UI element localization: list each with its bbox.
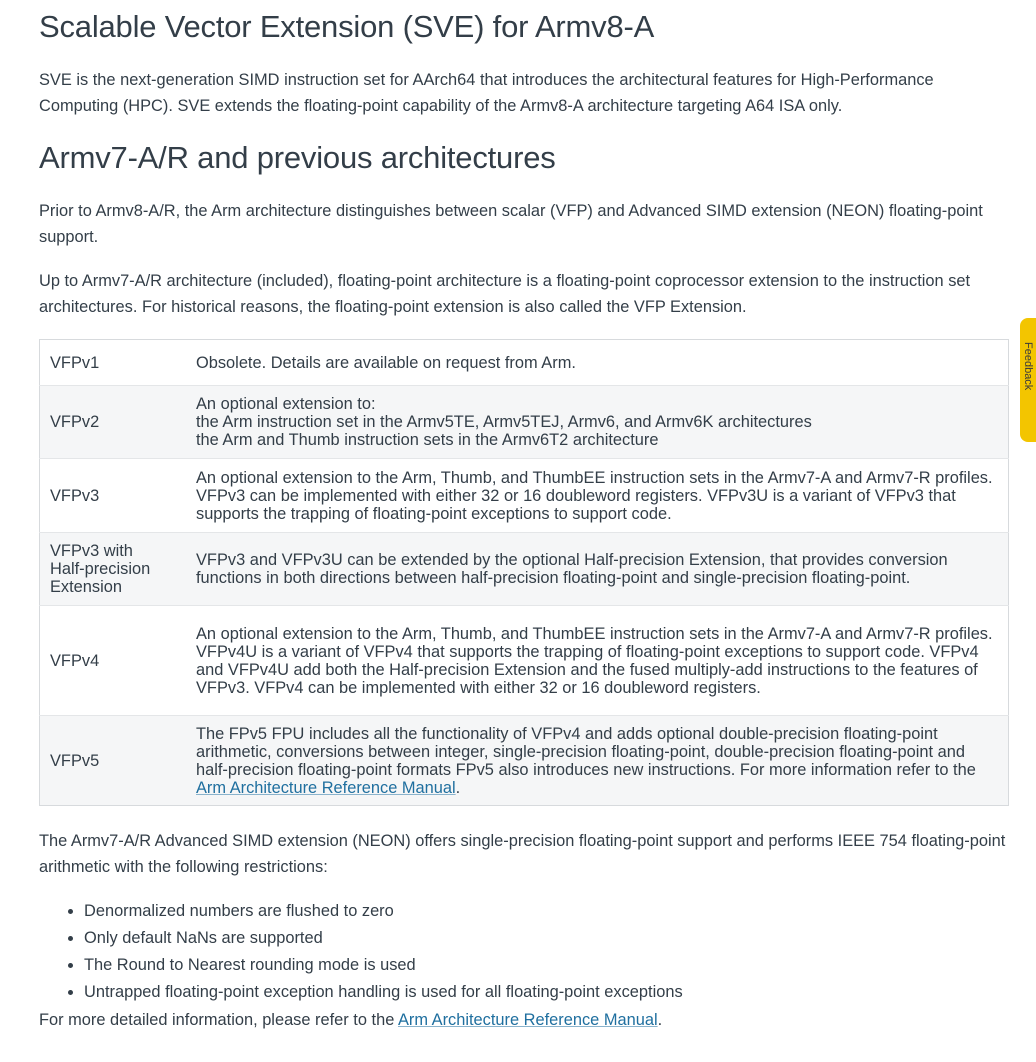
neon-restrictions-list: [39, 898, 1009, 1006]
name-line: Half-precision: [50, 560, 151, 578]
table-row: [40, 606, 1009, 716]
more-info-paragraph: [39, 1006, 1009, 1034]
armv7-heading: Armv7-A/R and previous architectures: [39, 140, 556, 175]
table-row: [40, 386, 1009, 459]
vfp-desc-cell: VFPv3 and VFPv3U can be extended by the optional Half-precision Extension, that provides conversion functions in both directions between half-precision floating-point and single-precision floating-point.: [196, 533, 1009, 606]
arm-reference-manual-link[interactable]: Arm Architecture Reference Manual: [196, 778, 456, 797]
more-info-text: For more detailed information, please refer to the: [39, 1011, 395, 1029]
vfp-desc-cell: An optional extension to the Arm, Thumb, and ThumbEE instruction sets in the Armv7-A and Armv7-R profiles. VFPv3 can be implemented with either 32 or 16 doubleword registers. VFPv3U is a variant of VFPv3 that supports the trapping of floating-point exceptions to support code.: [196, 459, 1009, 533]
vfp-desc-cell: An optional extension to the Arm, Thumb, and ThumbEE instruction sets in the Armv7-A and Armv7-R profiles. VFPv4U is a variant of VFPv4 that supports the trapping of floating-point exceptions to support code. VFPv4 and VFPv4U add both the Half-precision Extension and the fused multiply-add instructions to the features of VFPv3. VFPv4 can be implemented with either 32 or 16 doubleword registers.: [196, 606, 1009, 716]
armv7-prior-paragraph: Prior to Armv8-A/R, the Arm architecture distinguishes between scalar (VFP) and Advanced SIMD extension (NEON) floating-point support.: [39, 202, 983, 246]
article-content: [39, 0, 1009, 1034]
name-line: VFPv3 with: [50, 542, 133, 560]
vfp-name-cell: VFPv1: [50, 353, 100, 372]
neon-paragraph: The Armv7-A/R Advanced SIMD extension (NEON) offers single-precision floating-point support and performs IEEE 754 floating-point arithmetic with the following restrictions:: [39, 832, 1006, 876]
vfp-desc-cell: Obsolete. Details are available on request from Arm.: [196, 353, 576, 372]
list-item: • The Round to Nearest rounding mode is used: [84, 952, 1009, 979]
list-item: • Denormalized numbers are flushed to zero: [84, 898, 1009, 925]
vfp-desc-cell: [196, 716, 1009, 806]
vfp-name-cell: VFPv3: [40, 459, 197, 533]
table-row: [40, 340, 1009, 386]
vfp-name-cell: VFPv2: [40, 386, 197, 459]
desc-punct: .: [455, 778, 461, 797]
armv7-upto-paragraph: Up to Armv7-A/R architecture (included), floating-point architecture is a floating-point coprocessor extension to the instruction set architectures. For historical reasons, the floating-point extension is also called the VFP Extension.: [39, 272, 971, 316]
vfp-name-cell: [40, 533, 197, 606]
sve-heading: Scalable Vector Extension (SVE) for Armv8-A: [39, 9, 655, 44]
feedback-tab[interactable]: [1020, 318, 1036, 442]
feedback-label: Feedback: [1022, 342, 1034, 391]
list-item: • Untrapped floating-point exception handling is used for all floating-point exceptions: [84, 979, 1009, 1006]
sve-paragraph: SVE is the next-generation SIMD instruction set for AArch64 that introduces the architectural features for High-Performance Computing (HPC). SVE extends the floating-point capability of the Armv8-A architecture targeting A64 ISA only.: [39, 71, 934, 115]
desc-line: the Arm and Thumb instruction sets in the Armv6T2 architecture: [196, 431, 659, 449]
table-row: [40, 459, 1009, 533]
list-item: • Only default NaNs are supported: [84, 925, 1009, 952]
name-line: Extension: [50, 578, 122, 596]
more-info-punct: .: [657, 1011, 663, 1029]
desc-text: The FPv5 FPU includes all the functionality of VFPv4 and adds optional double-precision floating-point arithmetic, conversions between integer, single-precision floating-point, double-precision floating-point and half-precision floating-point formats FPv5 also introduces new instructions. For more information refer to the: [196, 724, 976, 779]
vfp-desc-cell: [196, 386, 1009, 459]
desc-line: the Arm instruction set in the Armv5TE, Armv5TEJ, Armv6, and Armv6K architectures: [196, 413, 812, 431]
arm-reference-manual-link[interactable]: Arm Architecture Reference Manual: [397, 1011, 658, 1029]
vfp-name-cell: VFPv4: [40, 606, 197, 716]
desc-line: An optional extension to:: [196, 395, 376, 413]
table-row: [40, 533, 1009, 606]
vfp-name-cell: VFPv5: [40, 716, 197, 806]
vfp-versions-table: [39, 339, 1009, 806]
table-row: [40, 716, 1009, 806]
